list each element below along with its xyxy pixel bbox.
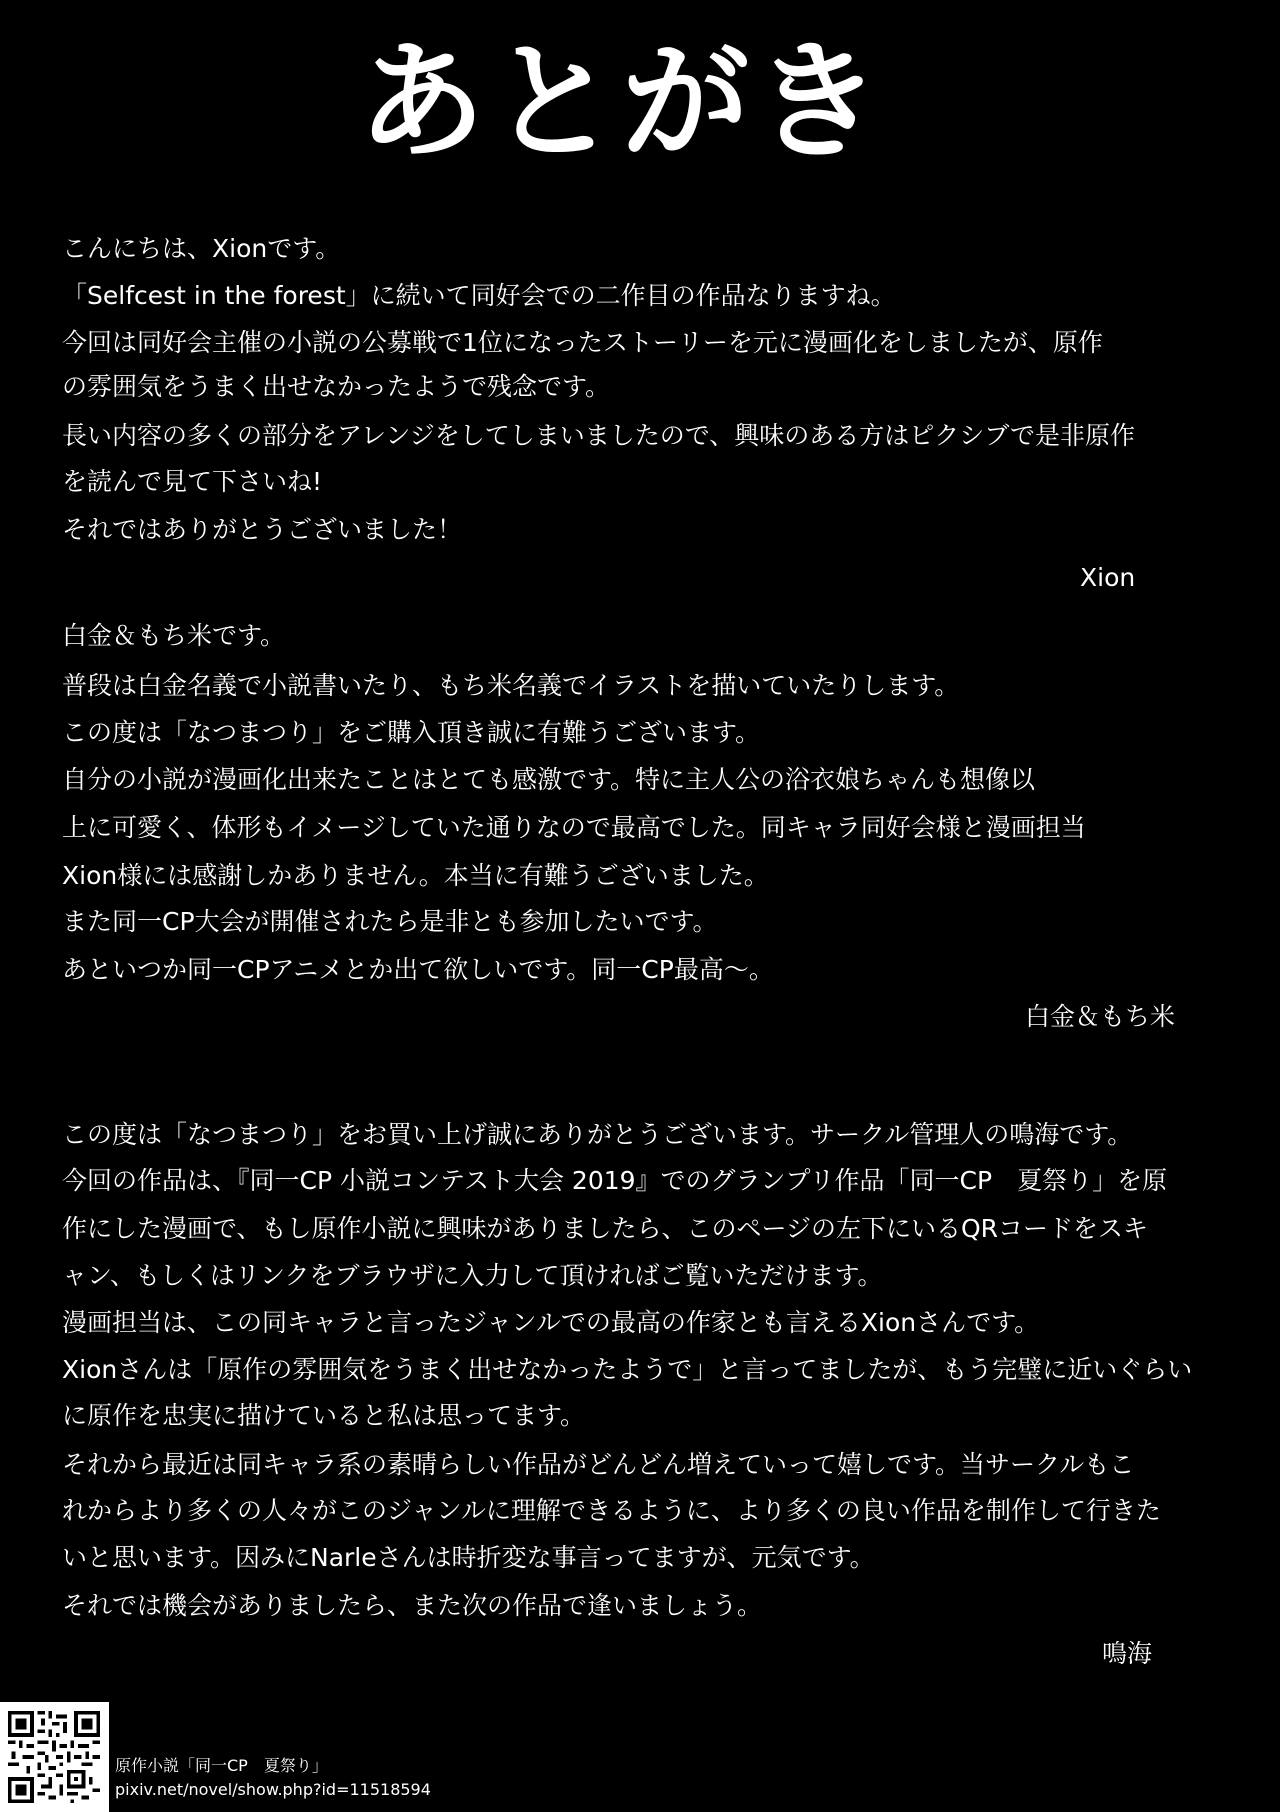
paragraph-line: また同一CP大会が開催されたら是非とも参加したいです。 [62,907,718,936]
paragraph-line: Xion様には感謝しかありません。本当に有難うございました。 [62,861,769,890]
paragraph-line: いと思います。因みにNarleさんは時折変な事言ってますが、元気です。 [62,1543,875,1572]
page-title: あとがき [357,28,886,177]
paragraph-line: それから最近は同キャラ系の素晴らしい作品がどんどん増えていって嬉しです。当サークルもこ [62,1450,1135,1479]
paragraph-line: この度は「なつまつり」をお買い上げ誠にありがとうございます。サークル管理人の鳴海です。 [62,1120,1133,1149]
qr-code[interactable] [0,1702,109,1812]
paragraph-line: の雰囲気をうまく出せなかったようで残念です。 [62,372,611,401]
paragraph-line: 今回は同好会主催の小説の公募戦で1位になったストーリーを元に漫画化をしましたが、原作 [62,328,1103,357]
qr-code-icon [8,1711,100,1803]
signature: 白金＆もち米 [1025,1002,1176,1031]
paragraph-line: 上に可愛く、体形もイメージしていた通りなので最高でした。同キャラ同好会様と漫画担当 [62,813,1086,842]
source-novel-caption: 原作小説「同一CP 夏祭り」 [115,1756,328,1775]
paragraph-line: それではありがとうございました！ [62,515,463,544]
paragraph-line: 白金＆もち米です。 [62,621,286,650]
source-novel-url[interactable]: pixiv.net/novel/show.php?id=11518594 [115,1780,431,1799]
paragraph-line: この度は「なつまつり」をご購入頂き誠に有難うございます。 [62,718,761,747]
paragraph-line: を読んで見て下さいね! [62,467,323,496]
paragraph-line: 普段は白金名義で小説書いたり、もち米名義でイラストを描いていたりします。 [62,671,960,700]
paragraph-line: 漫画担当は、この同キャラと言ったジャンルでの最高の作家とも言えるXionさんです。 [62,1308,1040,1337]
paragraph-line: 作にした漫画で、もし原作小説に興味がありましたら、このページの左下にいるQRコードをスキ [62,1214,1149,1243]
paragraph-line: 長い内容の多くの部分をアレンジをしてしまいましたので、興味のある方はピクシブで是非原作 [62,421,1136,450]
paragraph-line: れからより多くの人々がこのジャンルに理解できるように、より多くの良い作品を制作して行きた [62,1496,1161,1525]
paragraph-line: 自分の小説が漫画化出来たことはとても感激です。特に主人公の浴衣娘ちゃんも想像以 [62,765,1036,794]
paragraph-line: ャン、もしくはリンクをブラウザに入力して頂ければご覧いただけます。 [62,1261,883,1290]
paragraph-line: こんにちは、Xionです。 [62,234,341,263]
paragraph-line: 「Selfcest in the forest」に続いて同好会での二作目の作品なりますね。 [62,281,896,310]
paragraph-line: Xionさんは「原作の雰囲気をうまく出せなかったようで」と言ってましたが、もう完璧に近いぐらい [62,1355,1193,1384]
signature: Xion [1080,563,1136,592]
signature: 鳴海 [1102,1639,1153,1668]
paragraph-line: 今回の作品は、『同一CP 小説コンテスト大会 2019』でのグランプリ作品「同一CP 夏祭り」を原 [62,1166,1168,1195]
paragraph-line: あといつか同一CPアニメとか出て欲しいです。同一CP最高～。 [62,955,774,984]
paragraph-line: それでは機会がありましたら、また次の作品で逢いましょう。 [62,1591,763,1620]
paragraph-line: に原作を忠実に描けていると私は思ってます。 [62,1401,586,1430]
